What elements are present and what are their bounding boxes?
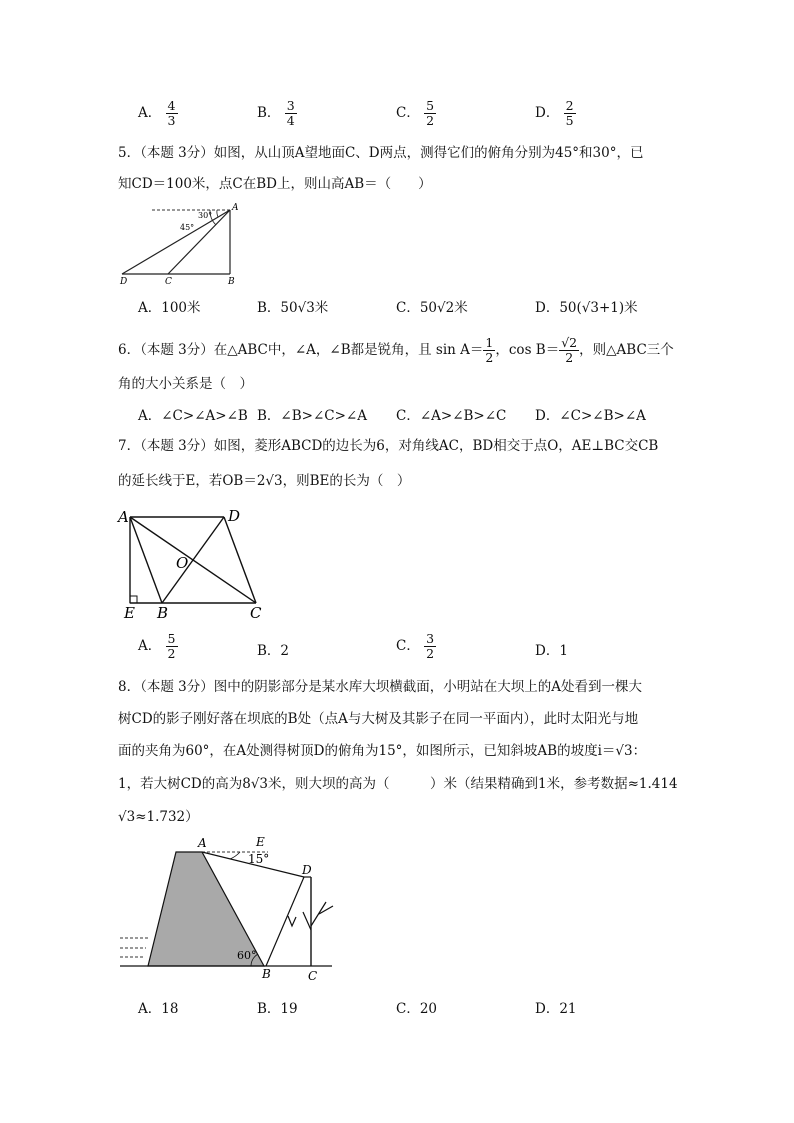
- q4-option-b-fraction: $\frac{3}{4}$: [286, 98, 295, 128]
- q5-stem-line2: 知CD＝100米，点C在BD上，则山高AB＝（ ）: [118, 176, 432, 192]
- q6-option-b[interactable]: B．∠B>∠C>∠A: [257, 408, 367, 424]
- q8-label-a: A: [198, 836, 207, 850]
- q7-stem-line2: 的延长线于E，若OB＝2√3，则BE的长为（ ）: [118, 473, 411, 489]
- q5-label-30: 30°: [198, 211, 213, 220]
- q7-diagonal-bd: [162, 517, 224, 603]
- q8-tree-branch-3: [303, 912, 311, 930]
- q8-stem-line4: 1，若大树CD的高为8√3米，则大坝的高为（ ）米（结果精确到1米，参考数据≈1.414: [118, 776, 678, 792]
- q5-option-a[interactable]: A．100米: [138, 300, 201, 316]
- q7-option-a[interactable]: A． $\frac{5}{2}$: [138, 631, 176, 661]
- q4-option-d[interactable]: D． $\frac{2}{5}$: [535, 98, 574, 128]
- q5-angle-30-arc: [217, 210, 218, 217]
- q5-figure: [112, 198, 252, 290]
- q5-option-c[interactable]: C．50√2米: [396, 300, 468, 316]
- q8-stem-line2: 树CD的影子刚好落在坝底的B处（点A与大树及其影子在同一平面内），此时太阳光与地: [118, 711, 639, 727]
- q7-option-c-fraction: $\frac{3}{2}$: [426, 631, 435, 661]
- q8-label-e: E: [256, 835, 265, 849]
- q8-label-15: 15°: [248, 852, 270, 866]
- q5-option-d[interactable]: D．50(√3+1)米: [535, 300, 638, 316]
- q8-stem-line5: √3≈1.732）: [118, 809, 199, 825]
- q8-option-a[interactable]: A．18: [138, 1001, 179, 1017]
- q5-option-b[interactable]: B．50√3米: [257, 300, 329, 316]
- q8-label-60: 60°: [237, 949, 257, 962]
- q6-option-c[interactable]: C．∠A>∠B>∠C: [396, 408, 507, 424]
- q8-label-c: C: [308, 969, 318, 983]
- q6-stem-line2: 角的大小关系是（ ）: [118, 376, 253, 392]
- q7-side-ab: [130, 517, 162, 603]
- q8-sunlight-arrow: [288, 916, 296, 926]
- q7-label-b: B: [157, 604, 169, 620]
- q7-side-dc: [224, 517, 256, 603]
- q8-angle-15-arc: [230, 852, 240, 859]
- q8-tree-branch-1: [311, 902, 326, 926]
- q6-option-d[interactable]: D．∠C>∠B>∠A: [535, 408, 646, 424]
- q7-label-c: C: [250, 604, 262, 620]
- q7-stem-line1: 7．（本题 3分）如图，菱形ABCD的边长为6，对角线AC，BD相交于点O，AE⊥BC交CB: [118, 438, 659, 454]
- q8-label-d: D: [302, 863, 312, 877]
- q8-option-d[interactable]: D．21: [535, 1001, 577, 1017]
- q7-figure: [112, 504, 272, 620]
- q7-label-a: A: [118, 508, 129, 526]
- q7-label-e: E: [124, 604, 135, 620]
- q4-option-a[interactable]: A． $\frac{4}{3}$: [138, 98, 176, 128]
- q7-option-d[interactable]: D．1: [535, 643, 568, 659]
- q8-option-c[interactable]: C．20: [396, 1001, 438, 1017]
- q8-stem-line3: 面的夹角为60°，在A处测得树顶D的俯角为15°，如图所示，已知斜坡AB的坡度i＝√3：: [118, 743, 647, 759]
- q5-line-ad: [122, 210, 230, 274]
- q5-stem-line1: 5．（本题 3分）如图，从山顶A望地面C、D两点，测得它们的俯角分别为45°和30°，已: [118, 145, 644, 161]
- q5-label-45: 45°: [180, 223, 195, 232]
- q8-label-b: B: [262, 967, 271, 981]
- q7-option-a-fraction: $\frac{5}{2}$: [167, 631, 176, 661]
- q4-option-a-fraction: $\frac{4}{3}$: [167, 98, 176, 128]
- q5-label-b: B: [228, 277, 235, 287]
- q6-cos-fraction: $\frac{√2}{2}$: [561, 335, 578, 365]
- q4-option-d-fraction: $\frac{2}{5}$: [565, 98, 574, 128]
- q8-sunlight-db: [266, 877, 304, 966]
- q5-label-c: C: [165, 277, 172, 287]
- q8-figure: [112, 830, 342, 986]
- q4-option-b[interactable]: B． $\frac{3}{4}$: [257, 98, 295, 128]
- q8-stem-line1: 8．（本题 3分）图中的阴影部分是某水库大坝横截面，小明站在大坝上的A处看到一棵大: [118, 679, 642, 695]
- q7-option-c[interactable]: C． $\frac{3}{2}$: [396, 631, 435, 661]
- q5-label-a: A: [232, 203, 239, 213]
- q6-option-a[interactable]: A．∠C>∠A>∠B: [138, 408, 248, 424]
- q8-option-b[interactable]: B．19: [257, 1001, 298, 1017]
- q7-label-o: O: [176, 554, 189, 572]
- q7-label-d: D: [228, 507, 241, 525]
- q6-stem-line1: 6．（本题 3分）在△ABC中，∠A，∠B都是锐角，且 sin A＝ $\frac{1}{2}$ ，cos B＝ $\frac{√2}{2}$ ，则△ABC三个: [118, 335, 674, 365]
- q6-sin-fraction: $\frac{1}{2}$: [485, 335, 494, 365]
- q7-right-angle-mark: [130, 596, 137, 603]
- q7-option-b[interactable]: B．2: [257, 643, 290, 659]
- q4-option-c-fraction: $\frac{5}{2}$: [426, 98, 435, 128]
- q4-option-c[interactable]: C． $\frac{5}{2}$: [396, 98, 435, 128]
- q5-label-d: D: [120, 277, 128, 287]
